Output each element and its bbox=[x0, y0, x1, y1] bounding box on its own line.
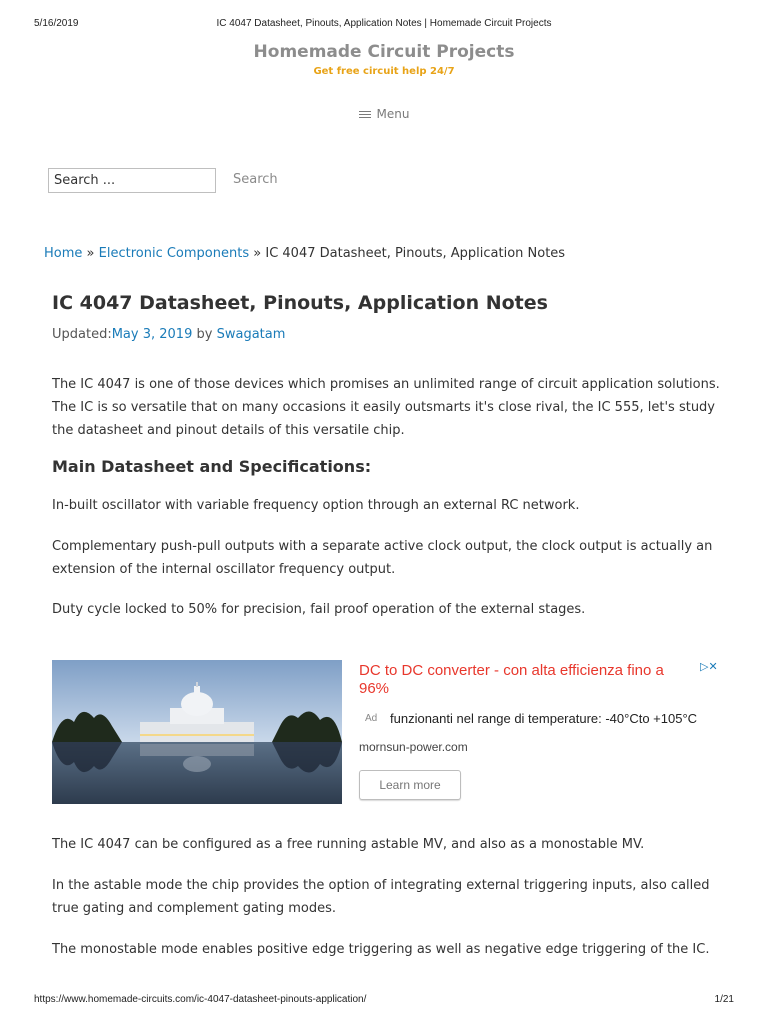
breadcrumb-current: IC 4047 Datasheet, Pinouts, Application Notes bbox=[265, 246, 566, 261]
print-url: https://www.homemade-circuits.com/ic-4047-datasheet-pinouts-application/ bbox=[34, 994, 367, 1005]
search-input[interactable] bbox=[48, 168, 216, 193]
print-page-number: 1/21 bbox=[714, 994, 734, 1005]
ad-badge: Ad bbox=[365, 713, 378, 724]
spec-paragraph-oscillator: In-built oscillator with variable frequency option through an external RC network. bbox=[52, 498, 580, 513]
print-footer bbox=[34, 994, 734, 1008]
spec-paragraph-outputs: Complementary push-pull outputs with a separate active clock output, the clock output is actually an extension of the internal oscillator frequency output. bbox=[52, 539, 713, 577]
paragraph-configuration: The IC 4047 can be configured as a free running astable MV, and also as a monostable MV. bbox=[52, 837, 645, 852]
post-date-link[interactable]: May 3, 2019 bbox=[111, 327, 193, 342]
author-link[interactable]: Swagatam bbox=[216, 327, 286, 342]
updated-label: Updated: bbox=[52, 327, 112, 342]
breadcrumb-separator: » bbox=[86, 246, 95, 261]
paragraph-astable-mode: In the astable mode the chip provides the option of integrating external triggering inputs, also called true gating and complement gating modes. bbox=[52, 878, 710, 916]
hamburger-icon bbox=[359, 109, 371, 120]
search-button[interactable]: Search bbox=[233, 172, 278, 187]
paragraph-monostable-mode: The monostable mode enables positive edge triggering as well as negative edge triggering of the IC. bbox=[52, 942, 710, 957]
ad-learn-more-button[interactable]: Learn more bbox=[359, 770, 461, 800]
breadcrumb bbox=[44, 246, 565, 261]
intro-paragraph: The IC 4047 is one of those devices which promises an unlimited range of circuit application solutions. The IC is so versatile that on many occasions it easily outsmarts it's close rival, the IC 555, let's study the datasheet and pinout details of this versatile chip. bbox=[52, 377, 720, 438]
post-meta bbox=[52, 327, 285, 342]
by-label: by bbox=[196, 327, 213, 342]
breadcrumb-category[interactable]: Electronic Components bbox=[98, 246, 250, 261]
menu-label: Menu bbox=[376, 107, 410, 121]
site-title[interactable]: Homemade Circuit Projects bbox=[253, 42, 515, 62]
ad-description: funzionanti nel range di temperature: -40°Cto +105°C bbox=[390, 711, 698, 726]
ad-photo bbox=[52, 660, 342, 804]
spec-paragraph-duty-cycle: Duty cycle locked to 50% for precision, fail proof operation of the external stages. bbox=[52, 602, 586, 617]
print-date: 5/16/2019 bbox=[34, 18, 79, 29]
site-tagline: Get free circuit help 24/7 bbox=[313, 66, 455, 77]
breadcrumb-separator: » bbox=[253, 246, 262, 261]
ad-choices-icon[interactable]: ▷✕ bbox=[700, 661, 718, 673]
ad-headline[interactable]: DC to DC converter - con alta efficienza fino a 96% bbox=[359, 662, 664, 697]
post-title: IC 4047 Datasheet, Pinouts, Application Notes bbox=[52, 292, 548, 314]
section-heading: Main Datasheet and Specifications: bbox=[52, 457, 372, 476]
print-header bbox=[34, 18, 734, 32]
ad-image-capitol[interactable] bbox=[52, 660, 342, 804]
ad-domain[interactable]: mornsun-power.com bbox=[359, 740, 468, 754]
breadcrumb-home[interactable]: Home bbox=[44, 246, 83, 261]
menu-toggle[interactable] bbox=[0, 107, 768, 121]
print-page-title: IC 4047 Datasheet, Pinouts, Application Notes | Homemade Circuit Projects bbox=[216, 18, 552, 29]
